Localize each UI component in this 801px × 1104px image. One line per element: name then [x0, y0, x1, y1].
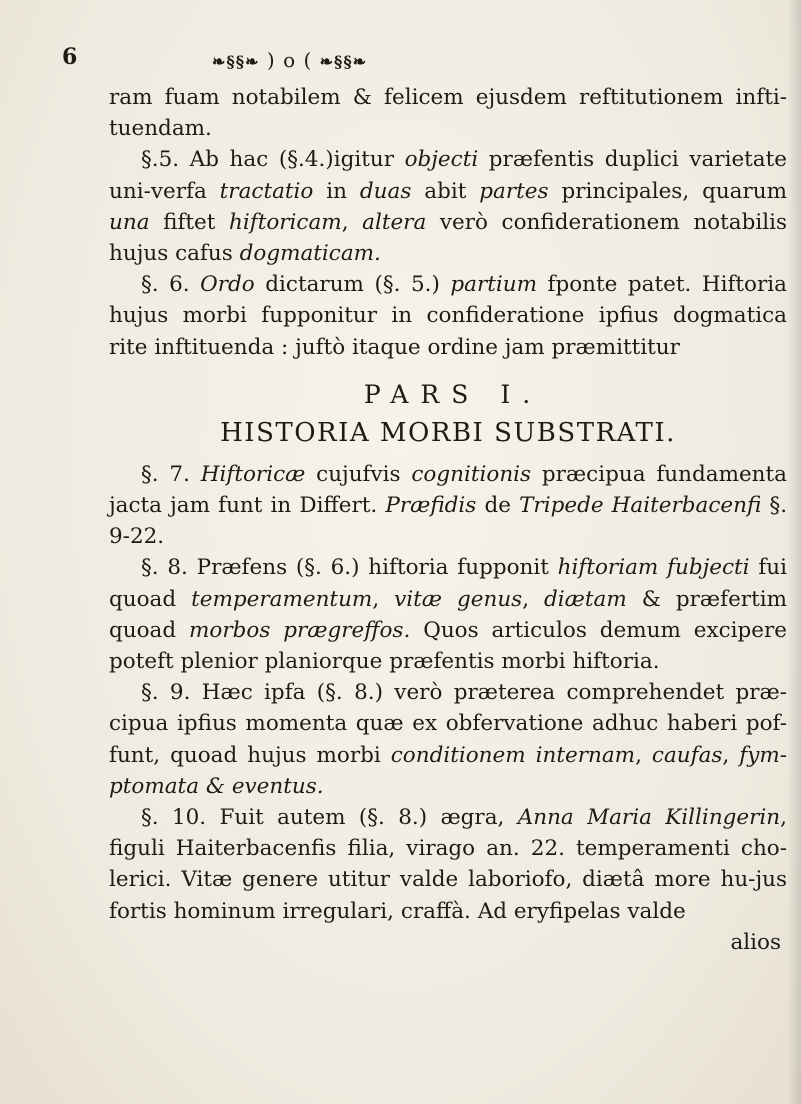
page-header	[60, 44, 760, 80]
section-title: HISTORIA MORBI SUBSTRATI.	[220, 417, 676, 448]
paragraph-5: §.5. Ab hac (§.4.)igitur objecti præfentis duplici varietate uni-verfa tractatio in duas abit partes principales, quarum una fiftet hiftoricam, altera verò confiderationem notabilis hujus cafus dogmaticam.	[109, 147, 788, 267]
paragraph-9: §. 9. Hæc ipfa (§. 8.) verò præterea comprehendet præ-cipua ipfius momenta quæ ex obfervatione adhuc haberi pof-funt, quoad hujus morbi conditionem internam, caufas, fym-ptomata & eventus.	[109, 680, 788, 799]
running-head	[212, 48, 367, 72]
paragraph-6: §. 6. Ordo dictarum (§. 5.) partium fponte patet. Hiftoria hujus morbi fupponitur in confideratione ipfius dogmatica rite inftituenda : juftò itaque ordine jam præmittitur	[109, 272, 787, 360]
ornament-right-icon: ❧§§❧	[319, 52, 368, 71]
paragraph-8: §. 8. Præfens (§. 6.) hiftoria fupponit hiftoriam fubjecti fui quoad temperamentum, vitæ genus, diætam & præfertim quoad morbos prægreffos. Quos articulos demum excipere poteft plenior planiorque præfentis morbi hiftoria.	[109, 555, 787, 675]
catchword: alios	[730, 929, 781, 955]
page-number: 6	[62, 44, 78, 70]
section-heading-pars: PARS I.	[363, 379, 543, 409]
paragraph-10: §. 10. Fuit autem (§. 8.) ægra, Anna Maria Killingerin, figuli Haiterbacenfis filia, virago an. 22. temperamenti cho-lerici. Vitæ genere utitur valde laboriofo, diætâ more hu-jus fortis hominum irregulari, craffà. Ad eryfipelas valde	[109, 805, 787, 924]
paragraph-continuation: ram fuam notabilem & felicem ejusdem reftitutionem infti-tuendam.	[109, 85, 787, 142]
page-edge-shadow	[787, 0, 801, 1104]
body-text	[109, 82, 787, 958]
running-head-text: ) o (	[266, 48, 313, 72]
paragraph-7: §. 7. Hiftoricæ cujufvis cognitionis præcipua fundamenta jacta jam funt in Differt. Præfidis de Tripede Haiterbacenfi §. 9-22.	[109, 461, 788, 550]
ornament-left-icon: ❧§§❧	[212, 52, 260, 71]
